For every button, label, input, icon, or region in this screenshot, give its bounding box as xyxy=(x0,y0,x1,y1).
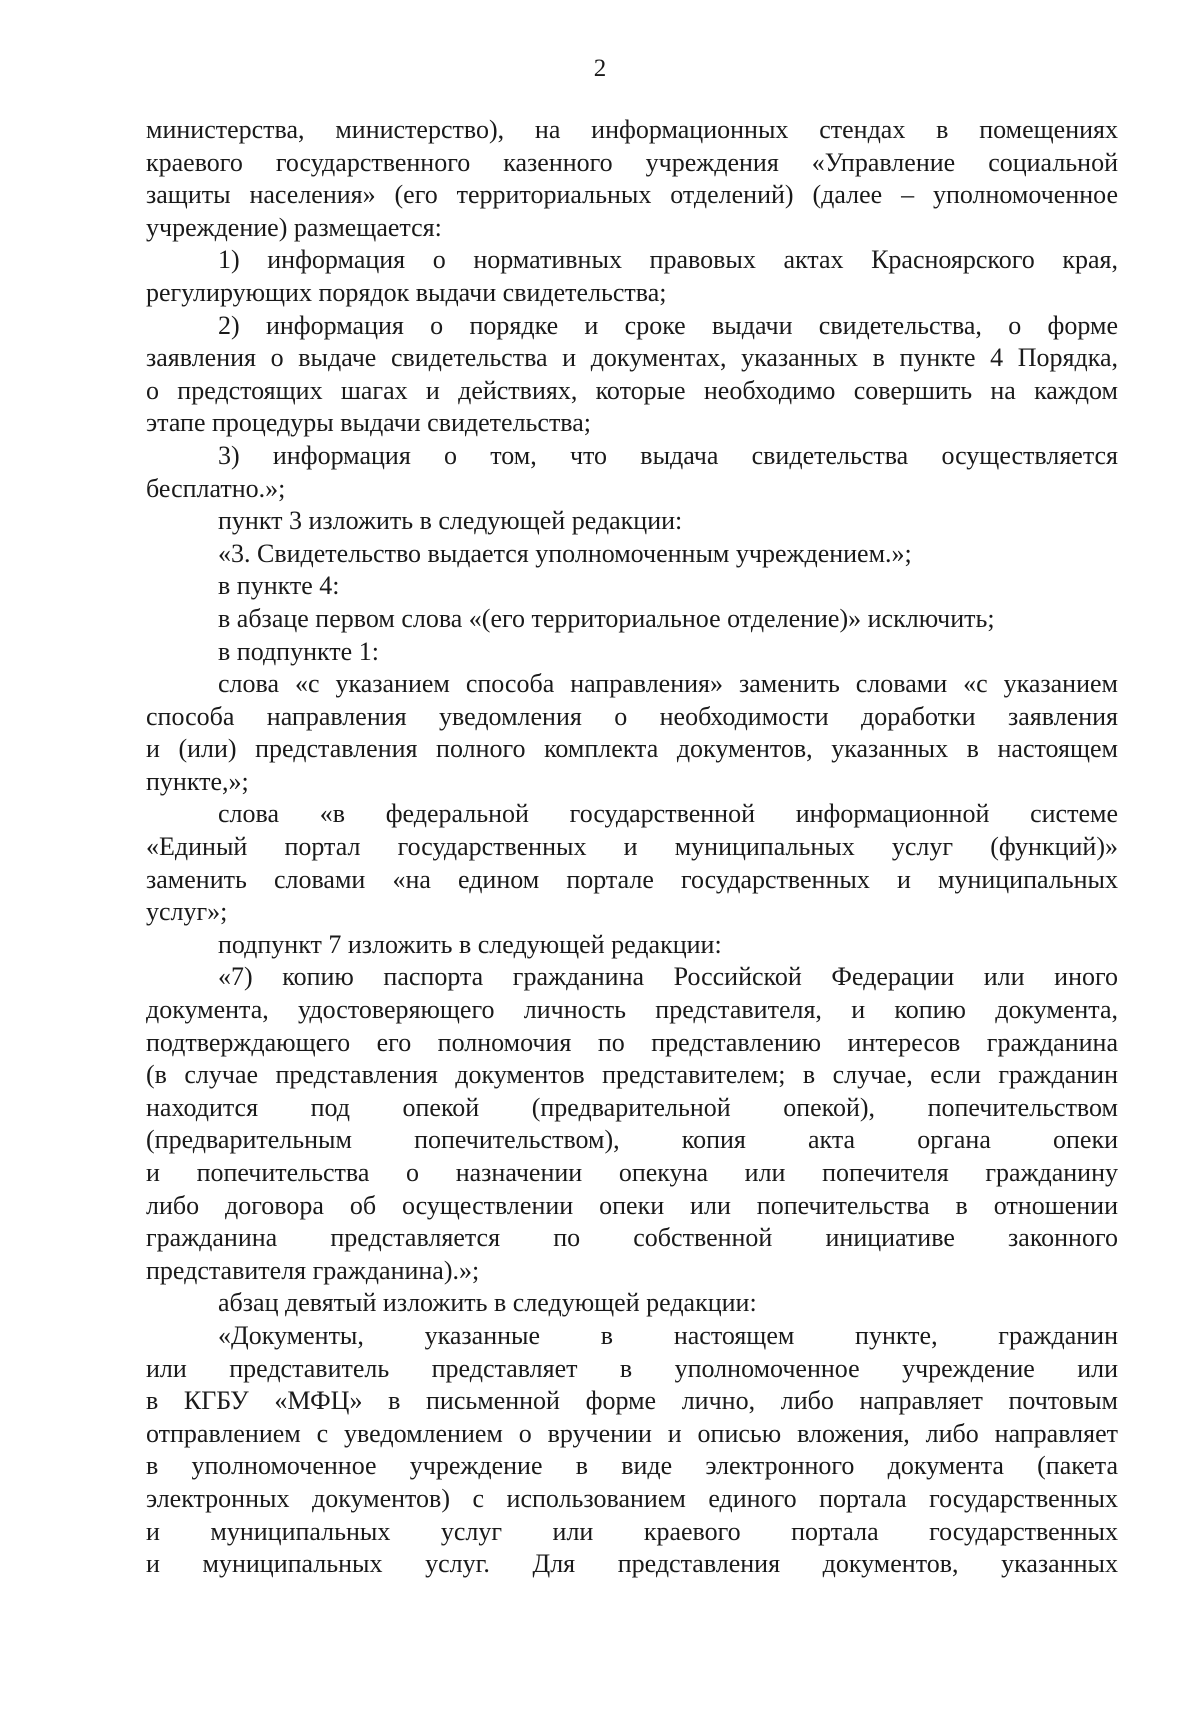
text-line: защиты населения» (его территориальных отделений) (далее – уполномоченное xyxy=(146,180,1118,210)
text-line: этапе процедуры выдачи свидетельства; xyxy=(146,408,592,438)
text-line: в уполномоченное учреждение в виде электронного документа (пакета xyxy=(146,1451,1118,1481)
text-line: учреждение) размещается: xyxy=(146,212,442,242)
text-line: слова «в федеральной государственной информационной системе xyxy=(218,799,1118,829)
text-line: о предстоящих шагах и действиях, которые необходимо совершить на каждом xyxy=(146,375,1118,405)
text-line: «7) копию паспорта гражданина Российской Федерации или иного xyxy=(218,962,1118,992)
text-line: абзац девятый изложить в следующей редакции: xyxy=(218,1288,757,1318)
text-line: пункт 3 изложить в следующей редакции: xyxy=(218,506,683,536)
text-line: заявления о выдаче свидетельства и документах, указанных в пункте 4 Порядка, xyxy=(146,343,1118,373)
text-line: находится под опекой (предварительной опекой), попечительством xyxy=(146,1092,1118,1122)
text-line: представителя гражданина).»; xyxy=(146,1255,480,1285)
text-line: или представитель представляет в уполномоченное учреждение или xyxy=(146,1353,1118,1383)
text-line: гражданина представляется по собственной инициативе законного xyxy=(146,1223,1118,1253)
text-line: либо договора об осуществлении опеки или попечительства в отношении xyxy=(146,1190,1118,1220)
text-line: бесплатно.»; xyxy=(146,473,286,503)
text-line: способа направления уведомления о необходимости доработки заявления xyxy=(146,701,1118,731)
text-line: подтверждающего его полномочия по представлению интересов гражданина xyxy=(146,1027,1118,1057)
text-line: краевого государственного казенного учреждения «Управление социальной xyxy=(146,147,1118,177)
text-line: заменить словами «на едином портале государственных и муниципальных xyxy=(146,864,1118,894)
text-line: и (или) представления полного комплекта документов, указанных в настоящем xyxy=(146,734,1118,764)
text-line: и муниципальных услуг. Для представления документов, указанных xyxy=(146,1549,1118,1579)
text-line: и попечительства о назначении опекуна или попечителя гражданину xyxy=(146,1158,1118,1187)
text-line: «3. Свидетельство выдается уполномоченным учреждением.»; xyxy=(218,538,912,568)
page-number: 2 xyxy=(593,55,607,82)
text-line: услуг»; xyxy=(146,897,228,927)
text-line: слова «с указанием способа направления» заменить словами «с указанием xyxy=(218,669,1118,699)
text-line: «Документы, указанные в настоящем пункте, гражданин xyxy=(218,1320,1118,1350)
text-line: «Единый портал государственных и муниципальных услуг (функций)» xyxy=(146,832,1118,862)
text-line: регулирующих порядок выдачи свидетельства; xyxy=(146,277,667,307)
text-line: в КГБУ «МФЦ» в письменной форме лично, либо направляет почтовым xyxy=(146,1386,1118,1416)
text-line: отправлением с уведомлением о вручении и описью вложения, либо направляет xyxy=(146,1418,1118,1448)
text-line: 3) информация о том, что выдача свидетельства осуществляется xyxy=(218,440,1118,470)
text-line: министерства, министерство), на информационных стендах в помещениях xyxy=(146,115,1118,144)
text-line: документа, удостоверяющего личность представителя, и копию документа, xyxy=(146,995,1118,1025)
text-line: электронных документов) с использованием единого портала государственных xyxy=(146,1483,1118,1513)
text-line: 2) информация о порядке и сроке выдачи свидетельства, о форме xyxy=(218,310,1118,340)
text-line: в абзаце первом слова «(его территориальное отделение)» исключить; xyxy=(218,603,995,633)
text-line: подпункт 7 изложить в следующей редакции: xyxy=(218,929,722,959)
document-body xyxy=(146,114,1118,1581)
text-line: (в случае представления документов представителем; в случае, если гражданин xyxy=(146,1060,1118,1090)
text-line: в пункте 4: xyxy=(218,571,340,601)
text-line: пункте,»; xyxy=(146,766,249,796)
text-line: 1) информация о нормативных правовых актах Красноярского края, xyxy=(218,245,1118,275)
text-line: (предварительным попечительством), копия акта органа опеки xyxy=(146,1125,1118,1155)
text-line: и муниципальных услуг или краевого портала государственных xyxy=(146,1516,1118,1546)
text-line: в подпункте 1: xyxy=(218,636,379,666)
